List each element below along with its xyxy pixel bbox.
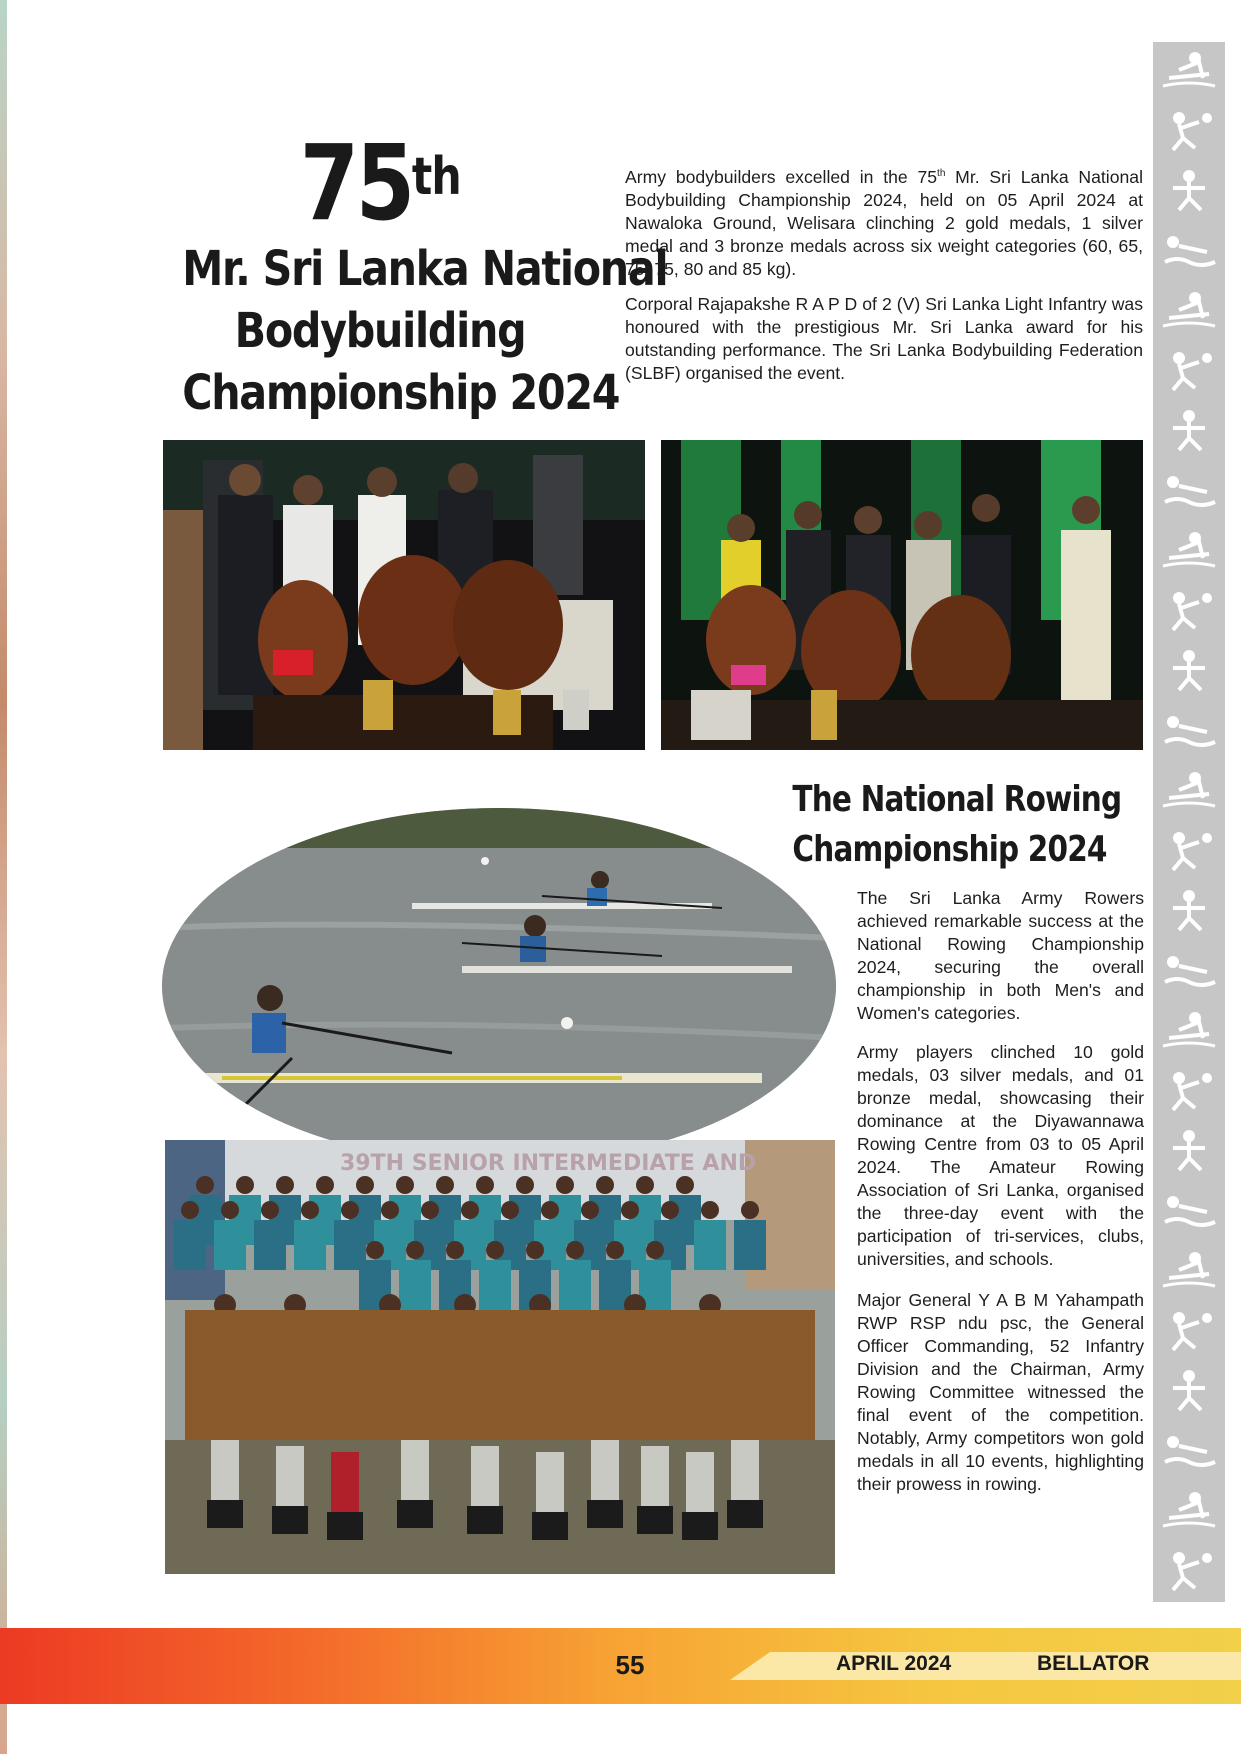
rowing-paragraph-1: The Sri Lanka Army Rowers achieved remarkable success at the National Rowing Championship 2024, securing the overall championship in both Men's and Women's categories. [857,888,1144,1023]
magazine-name: BELLATOR [1037,1652,1150,1675]
archery-icon [1159,528,1219,572]
bodybuilding-photo-2 [661,440,1143,750]
volleyball-icon [1159,108,1219,152]
bodybuilding-paragraph-1: Army bodybuilders excelled in the 75th Mr. Sri Lanka National Bodybuilding Championship 2024, held on 05 April 2024 at Nawaloka Ground, Welisara clinching 2 gold medals, 1 silver medal and 3 bronze medals across six weight categories (60, 65, 75, 75, 80 and 85 kg). [625,166,1143,279]
headline-number: 75th [299,122,461,244]
badminton-icon [1159,168,1219,212]
left-edge-decoration [0,0,7,1754]
swimming-icon [1159,1008,1219,1052]
rowing-headline [760,775,1120,875]
rowing-headline-line-1: The National Rowing [792,779,1122,820]
boxing-icon [1159,468,1219,512]
swimming-icon [1159,1548,1219,1592]
rowing-icon [1159,48,1219,92]
boxing-icon [1159,1248,1219,1292]
rowing-paragraph-3: Major General Y A B M Yahampath RWP RSP ndu psc, the General Officer Commanding, 52 Infantry Division and the Chairman, Army Rowing Committee witnessed the final event of the competition. Notably, Army competitors won gold medals in all 10 events, highlighting their prowess in rowing. [857,1290,1144,1494]
headline-line-2: Bodybuilding [234,303,526,359]
bodybuilding-paragraph-2: Corporal Rajapakshe R A P D of 2 (V) Sri Lanka Light Infantry was honoured with the prestigious Mr. Sri Lanka award for his outstanding performance. The Sri Lanka Bodybuilding Federation (SLBF) organised the event. [625,294,1143,383]
footer-band [730,1652,1241,1680]
page-number: 55 [615,1650,645,1680]
gymnastics-icon [1159,1128,1219,1172]
headline-line-1: Mr. Sri Lanka National [182,241,668,297]
volleyball-icon [1159,888,1219,932]
banner-text: 39TH SENIOR INTERMEDIATE AND [340,1151,757,1176]
cycling-icon [1159,1488,1219,1532]
hurdles-icon [1159,1428,1219,1472]
rowing-icon [1159,828,1219,872]
rowing-headline-line-2: Championship 2024 [792,829,1107,870]
football-icon [1159,1188,1219,1232]
athletics-icon [1159,1368,1219,1412]
sport-icon-strip [1153,42,1225,1602]
cycling-icon [1159,708,1219,752]
hurdles-icon [1159,648,1219,692]
gymnastics-icon [1159,348,1219,392]
bodybuilding-headline [150,122,668,424]
rowing-paragraph-2: Army players clinched 10 gold medals, 03 silver medals, and 01 bronze medal, showcasing their dominance at the Diyawannawa Rowing Centre from 03 to 05 April 2024. The Amateur Rowing Association of Sri Lanka, organised the three-day event with the participation of tri-services, clubs, universities, and schools. [857,1042,1144,1269]
swimming-icon [1159,228,1219,272]
weightlifting-icon [1159,1068,1219,1112]
bodybuilding-photo-1 [163,440,645,750]
ordinal-suffix: th [937,168,946,179]
football-icon [1159,408,1219,452]
badminton-icon [1159,948,1219,992]
rowing-oval-photo [162,808,836,1164]
headline-line-3: Championship 2024 [182,365,620,421]
issue-date: APRIL 2024 [836,1652,952,1675]
headline-number-suffix: th [411,147,461,207]
athletics-icon [1159,588,1219,632]
swimming-icon [1159,768,1219,812]
rowing-team-photo [165,1140,835,1574]
archery-icon [1159,1308,1219,1352]
weightlifting-icon [1159,288,1219,332]
